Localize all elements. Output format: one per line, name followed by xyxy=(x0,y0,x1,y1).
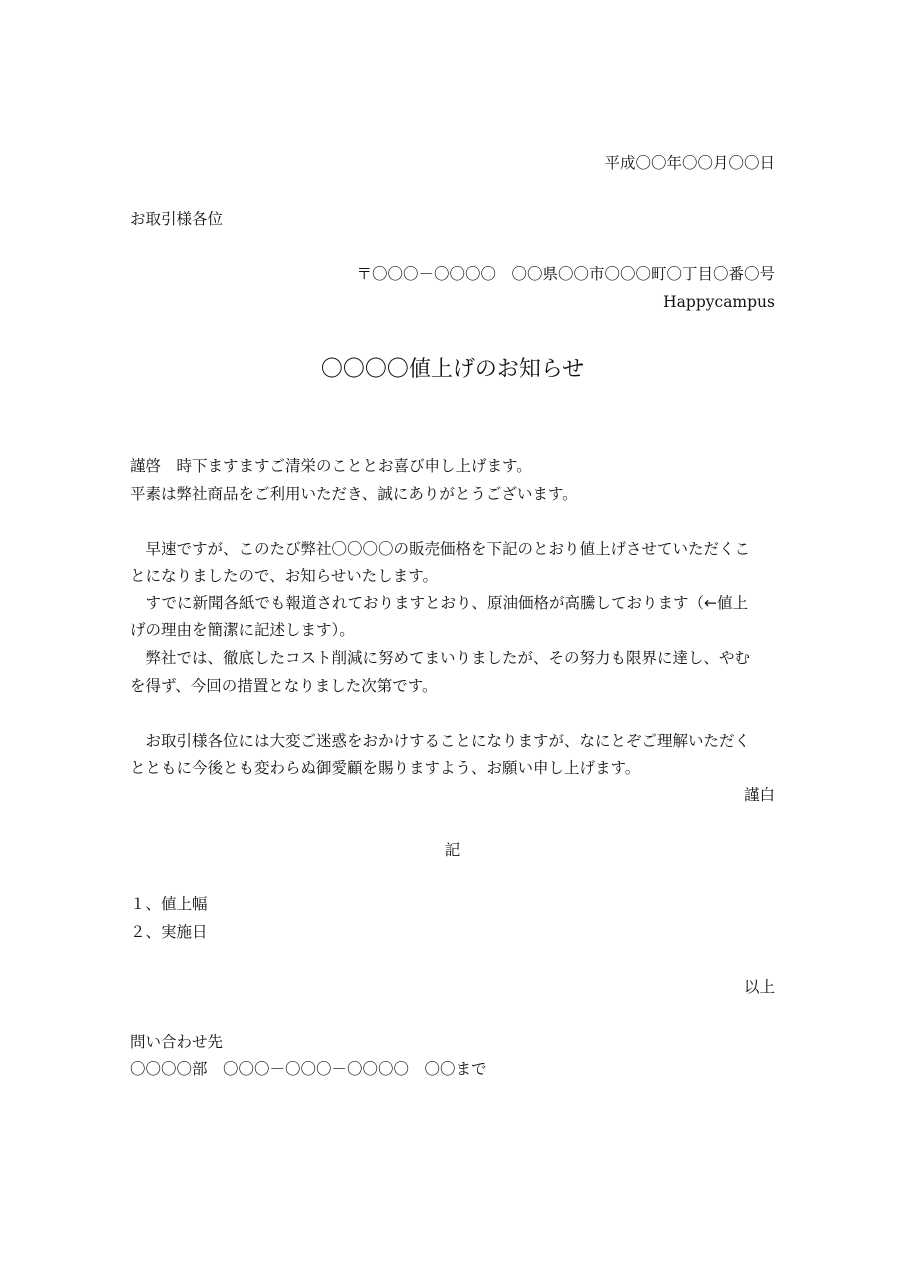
sender-company: Happycampus xyxy=(663,293,775,311)
recipient: お取引様各位 xyxy=(130,210,224,228)
greeting-line-2: 平素は弊社商品をご利用いただき、誠にありがとうございます。 xyxy=(130,485,578,503)
letter-date: 平成〇〇年〇〇月〇〇日 xyxy=(604,154,775,172)
end-mark: 以上 xyxy=(743,978,775,996)
body-paragraph-1-line-1: 早速ですが、このたび弊社〇〇〇〇の販売価格を下記のとおり値上げさせていただくこ xyxy=(130,540,751,558)
body-paragraph-4-line-2: とともに今後とも変わらぬ御愛顧を賜りますよう、お願い申し上げます。 xyxy=(130,759,641,777)
body-paragraph-3-line-2: を得ず、今回の措置となりました次第です。 xyxy=(130,677,438,695)
item-1: １、値上幅 xyxy=(130,895,208,913)
body-paragraph-3-line-1: 弊社では、徹底したコスト削減に努めてまいりましたが、その努力も限界に達し、やむ xyxy=(130,649,751,667)
contact-label: 問い合わせ先 xyxy=(130,1033,224,1051)
body-paragraph-2-line-2: げの理由を簡潔に記述します）。 xyxy=(130,621,355,639)
body-paragraph-4-line-1: お取引様各位には大変ご迷惑をおかけすることになりますが、なにとぞご理解いただく xyxy=(130,732,751,750)
closing-word: 謹白 xyxy=(743,786,775,804)
letter-title: 〇〇〇〇値上げのお知らせ xyxy=(320,357,585,382)
body-paragraph-2-line-1: すでに新聞各紙でも報道されておりますとおり、原油価格が高騰しております（←値上 xyxy=(130,594,748,612)
item-2: ２、実施日 xyxy=(130,923,208,941)
ki-heading: 記 xyxy=(444,841,461,859)
body-paragraph-1-line-2: とになりましたので、お知らせいたします。 xyxy=(130,567,438,585)
sender-address: 〒〇〇〇－〇〇〇〇 〇〇県〇〇市〇〇〇町〇丁目〇番〇号 xyxy=(356,265,775,283)
contact-detail: 〇〇〇〇部 〇〇〇－〇〇〇－〇〇〇〇 〇〇まで xyxy=(130,1060,487,1078)
greeting-line-1: 謹啓 時下ますますご清栄のこととお喜び申し上げます。 xyxy=(130,457,532,475)
